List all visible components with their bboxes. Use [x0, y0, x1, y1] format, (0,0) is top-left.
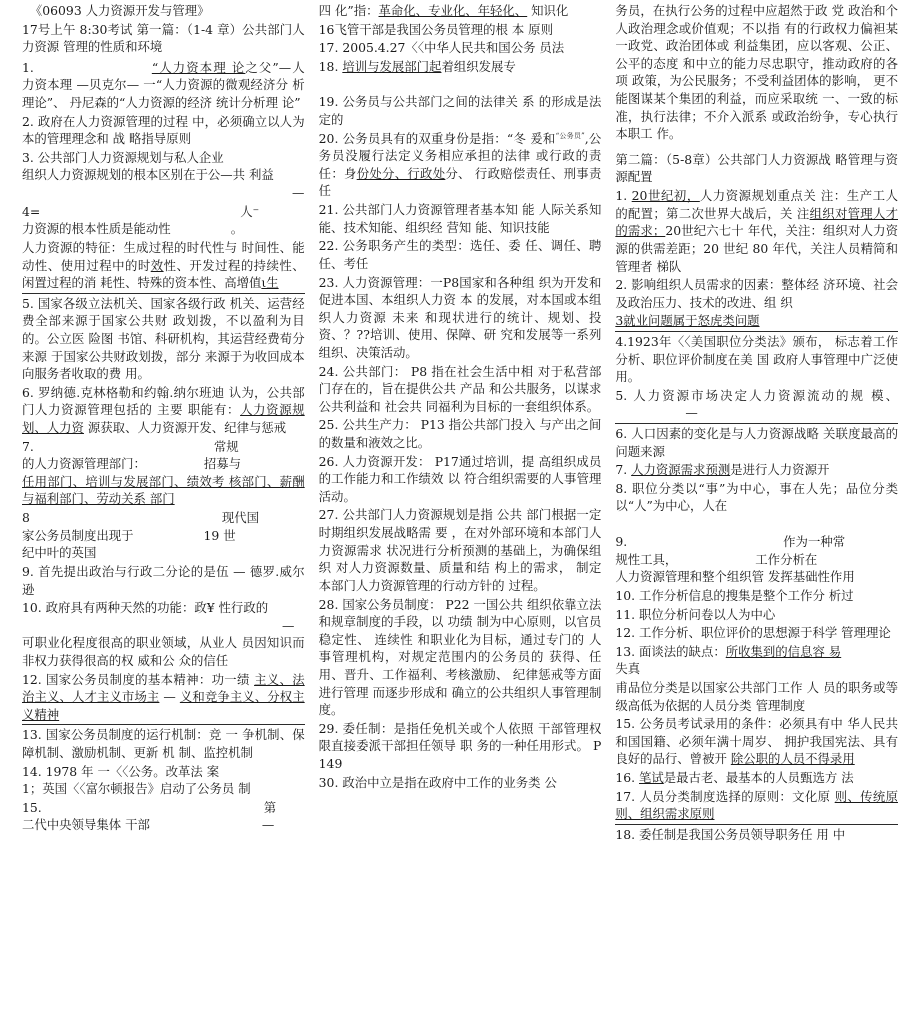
item-30: 30. 政治中立是指在政府中工作的业务类 公	[318, 774, 557, 790]
s2-item-17: 17. 人员分类制度选择的原则：文化原 则、传统原则、组织需求原则	[615, 788, 898, 825]
item-22: 22. 公务职务产生的类型：选任、委 任、调任、聘任、考任	[318, 238, 602, 271]
s2-item-3: 3就业问题属于怒虎类问题	[615, 312, 898, 332]
s2-item-18: 18. 委任制是我国公务员领导职务任 用 中	[615, 826, 846, 842]
item-17: 17. 2005.4.27〈〈中华人民共和国公务 员法	[318, 40, 565, 56]
s2-item-10: 10. 工作分析信息的搜集是整个工作分 析过	[615, 587, 854, 603]
item-15-cont: 四 化”指：革命化、专业化、年轻化、 知识化	[318, 3, 569, 18]
s2-item-5: 5. 人力资源市场决定人力资源流动的规 模、—	[615, 387, 898, 424]
column-1	[22, 2, 305, 1017]
column-3	[615, 2, 898, 1017]
column-2	[319, 2, 602, 1017]
s2-item-1: 1. 20世纪初，人力资源规划重点关 注：生产工人的配置；第二次世界大战后，关 注组织对管理人才的需求；20世纪六七十 年代，关注：组织对人力资源的供需差距；20 世纪 80 年代，关注人员精简和管理者 梯队	[615, 188, 899, 274]
s2-item-14: 甫品位分类是以国家公共部门工作 人 员的职务或等级高低为依据的人员分类 管理制度	[615, 679, 899, 713]
item-2: 2. 政府在人力资源管理的过程 中，必须确立以人为本的管理理念和 战 略指导原则	[22, 113, 305, 147]
s2-item-16: 16. 笔试是最古老、最基本的人员甄选方 法	[615, 769, 854, 785]
s2-item-7: 7. 人力资源需求预测是进行人力资源开	[615, 462, 830, 478]
item-10: 10. 政府具有两种天然的功能：政¥ 性行政的 — 可职业化程度很高的职业领域，从业人 员因知识而非权力获得很高的权 威和公 众的信任	[22, 600, 305, 668]
item-29: 29. 委任制：是指任免机关或个人依照 干部管理权限直接委派干部担任领导 职 务的一种任用形式。 P149	[318, 720, 602, 771]
item-14: 14. 1978 年 一〈〈公务。改革法 案 1；英国〈〈富尔顿报告》启动了公务员 制	[22, 763, 251, 797]
s2-item-11: 11. 职位分析问卷以人为中心	[615, 606, 776, 622]
s2-item-12: 12. 工作分析、职位评价的思想源于科学 管理理论	[615, 625, 891, 641]
section-1-heading: 17号上午 8:30考试 第一篇：（1-4 章）公共部门人力资源 管理的性质和环境	[22, 21, 305, 55]
item-5: 5. 国家各级立法机关、国家各级行政 机关、运营经费全部来源于国家公共财 政划拨，不以盈利为目的。公立医 险图 书馆、科研机构，其运营经费荀分来源 于国家公共财政划拨，部分 来源于为收回成本向服务者收取的费 用。	[22, 295, 305, 382]
item-9: 9. 首先提出政治与行政二分论的是伍 — 德罗.威尔逊	[22, 563, 305, 597]
item-6: 6. 罗纳德.克林格勒和约翰.纳尔班迪 认为，公共部门人力资源管理包括的 主要 职能有：人力资源规划、人力资 源获取、人力资源开发、纪律与惩戒	[22, 384, 305, 436]
s2-item-8: 8. 职位分类以“事”为中心，事在人先；品位分类以“人”为中心，人在	[615, 480, 899, 514]
item-27: 27. 公共部门人力资源规划是指 公共 部门根据一定时期组织发展战略需 要 ，在对外部环境和本部门人力资源需求 状况进行分析预测的基础上，为确保组织 对人力资源数量、质量和结 构上的需求， 制定本部门人力资源管理的行动方针的 过程。	[318, 507, 602, 593]
item-7: 7. 常规 的人力资源管理部门： 招募与 任用部门、培训与发展部门、绩效考 核部门、薪酬与福利部门、劳动关系 部门	[22, 438, 305, 507]
item-21: 21. 公共部门人力资源管理者基本知 能 人际关系知能、技术知能、组织经 营知 能、知识技能	[318, 202, 602, 235]
item-1: 1. “人力资本理 论之父”—人力资本理 —贝克尔— 一“人力资源的微观经济分 析理论”、 丹尼森的“人力资源的经济 统计分析理 论”	[22, 59, 305, 111]
item-24: 24. 公共部门： P8 指在社会生活中相 对于私营部门存在的，旨在提供公共 产品 和公共服务，以谋求公共利益和 社会共 同福利为目标的一套组织体系。	[318, 363, 602, 414]
s2-item-9: 9. 作为一种常 规性工具， 工作分析在 人力资源管理和整个组织管 发挥基础性作用	[615, 534, 855, 585]
s2-item-4: 4.1923年〈〈美国职位分类法》颁布， 标志着工作分析、职位评价制度在美 国 政府人事管理中广泛使用。	[615, 333, 899, 385]
item-23: 23. 人力资源管理：一P8国家和各种组 织为开发和促进本国、本组织人力资 本 的发展，对本国或本组织人力资源 未来 和现状进行的统计、规划、投 资、？??培训、使用、保障、研 究和发展等一系列组织、决策活动。	[318, 274, 602, 360]
section-2-heading: 第二篇：（5-8章）公共部门人力资源战 略管理与资源配置	[615, 151, 899, 185]
item-25: 25. 公共生产力： P13 指公共部门投入 与产出之间的数量和液效之比。	[318, 417, 602, 451]
item-4-features: 人力资源的特征：生成过程的时代性与 时间性、能动性、使用过程中的时效性、开发过程的持续性、闲置过程的消 耗性、特殊的资本性、高增值ι生	[22, 239, 305, 294]
item-8: 8 现代国 家公务员制度出现于 19 世 纪中叶的英国	[22, 510, 260, 561]
item-15: 15. 第 二代中央领导集体 干部 —	[22, 799, 277, 833]
item-28: 28. 国家公务员制度： P22 一国公共 组织依靠立法和规章制度的手段，以 功绩 制为中心原则，以官员稳定性、 连续性 和职业化为目标，通过专门的 人事管理机构，对规定范围内的公务员的 获得、任用、晋升、工作福利、考核激励、 纪律惩戒等方面进行管理 而逐步形成和 确立的公共组织人事管理制度。	[318, 596, 602, 718]
item-13: 13. 国家公务员制度的运行机制：竞 一 争机制、保障机制、激励机制、更新 机 制、监控机制	[22, 727, 305, 760]
item-19: 19. 公务员与公共部门之间的法律关 系 的形成是法定的	[318, 94, 602, 128]
s2-item-2: 2. 影响组织人员需求的因素：整体经 济环境、社会及政治压力、技术的改进、组 织	[615, 277, 899, 310]
s2-item-13: 13. 面谈法的缺点：所收集到的信息容 易 失真	[615, 643, 842, 677]
s2-item-6: 6. 人口因素的变化是与人力资源战略 关联度最高的问题来源	[615, 426, 899, 459]
item-3: 3. 公共部门人力资源规划与私人企业 组织人力资源规划的根本区别在于公—共 利益 —	[22, 149, 305, 201]
document-header: 《06093 人力资源开发与管理》	[29, 3, 210, 18]
item-20: 20. 公务员具有的双重身份是指：“冬 爰和$^{“公务员”}$,公务员没履行法定义务相应承担的法律 或行政的责任：身份处分、行政处分、 行政赔偿责任、刑事责任	[318, 130, 602, 199]
item-26: 26. 人力资源开发： P17通过培训，提 高组织成员的工作能力和工作绩效 以 符合组织需要的人事管理活动。	[318, 453, 602, 504]
item-18: 18. 培训与发展部门起着组织发展专	[318, 58, 516, 74]
item-4: 4= 人⁻ 力资源的根本性质是能动性 。	[22, 203, 260, 237]
item-12: 12. 国家公务员制度的基本精神：功一绩 主义、法治主义、人才主义市场主 — 义和竞争主义、分权主义精神	[22, 671, 305, 726]
s2-item-15: 15. 公务员考试录用的条件：必须具有中 华人民共和国国籍、必须年满十周岁、 拥护我国宪法、具有良好的品行、曾被开 除公职的人员不得录用	[615, 716, 899, 767]
item-16: 16飞管干部是我国公务员管理的根 本 原则	[318, 21, 553, 37]
item-30-cont: 务员，在执行公务的过程中应超然于政 党 政治和个人政治理念或价值观；不以指 有的行政权力偏袒某一政党、政治团体或 利益集团，应以客观、公正、公平的态度 和中立的能力尽忠职守，推动政府的各项 政策，为公民服务；不受利益团体的影响， 更不能图谋某个集团的利益，而应采取统 一、一致的标准，执行法律；不介入派系 或政治纷争，专心执行本职工 作。	[615, 3, 899, 142]
